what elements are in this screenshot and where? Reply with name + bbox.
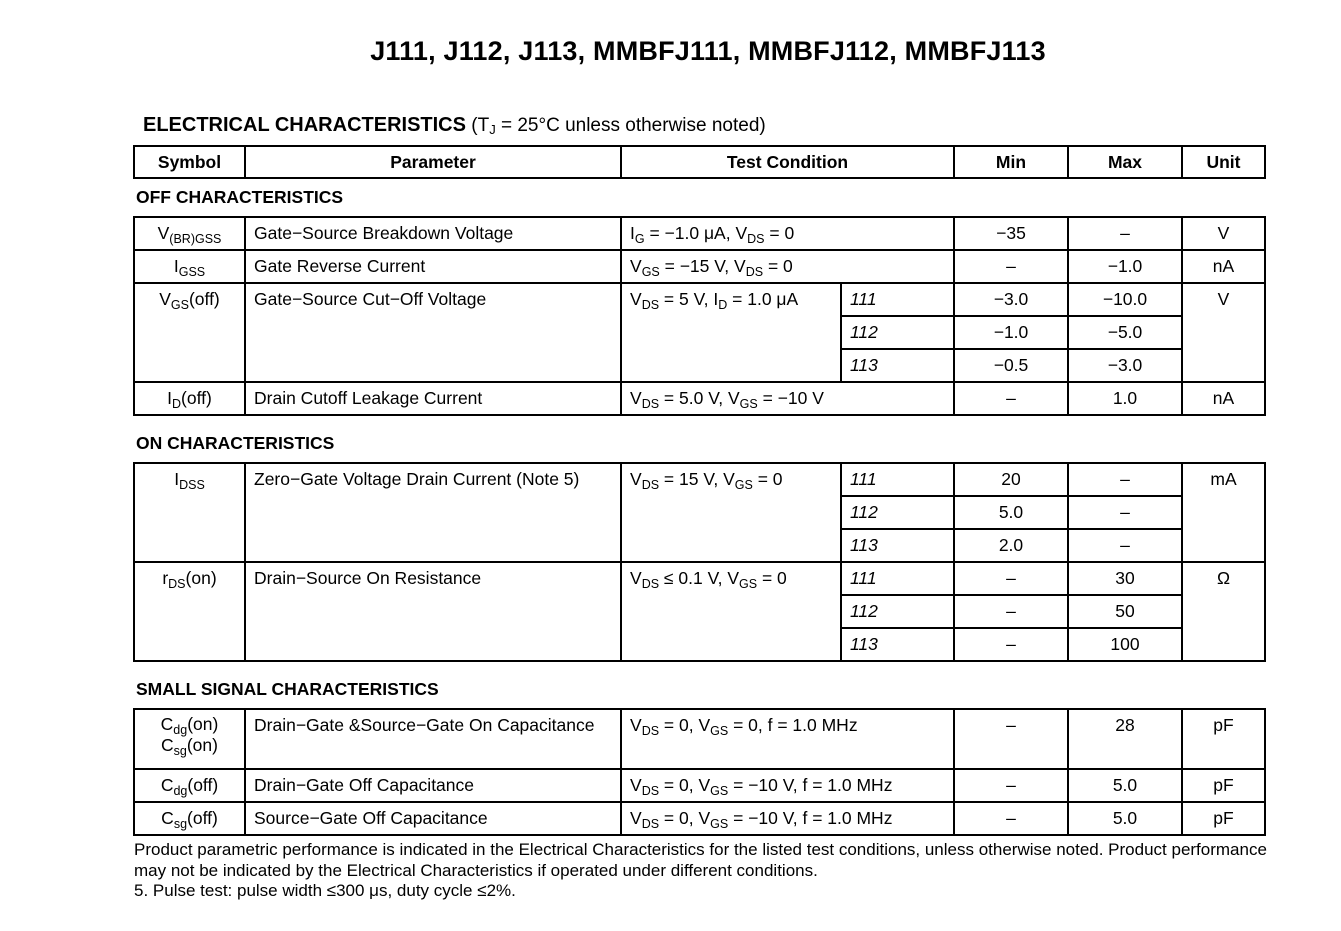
min-cell: – <box>954 802 1068 835</box>
min-cell: – <box>954 769 1068 802</box>
min-cell: – <box>954 562 1068 595</box>
unit-cell: mA <box>1182 463 1265 562</box>
footnotes <box>134 840 1274 902</box>
parameter-cell: Gate−Source Breakdown Voltage <box>245 217 621 250</box>
max-cell: 5.0 <box>1068 802 1182 835</box>
symbol-cell: $I_{GSS}$ <box>134 250 245 283</box>
condition-cell: $V_{DS} = 0$, $V_{GS} = -10$ V, f = 1.0 MHz <box>621 769 954 802</box>
condition-cell: $V_{DS} = 0$, $V_{GS} = -10$ V, f = 1.0 MHz <box>621 802 954 835</box>
small-signal-table <box>133 708 1266 836</box>
parameter-cell: Drain−Gate &Source−Gate On Capacitance <box>245 709 621 769</box>
device-cell: 112 <box>841 595 954 628</box>
condition-cell: $V_{DS} = 15$ V, $V_{GS} = 0$ <box>621 463 841 562</box>
header-table <box>133 145 1266 179</box>
max-cell: −1.0 <box>1068 250 1182 283</box>
device-cell: 113 <box>841 628 954 661</box>
device-cell: 111 <box>841 463 954 496</box>
parameter-cell: Zero−Gate Voltage Drain Current (Note 5) <box>245 463 621 562</box>
col-test-condition: Test Condition <box>621 146 954 178</box>
min-cell: – <box>954 595 1068 628</box>
col-max: Max <box>1068 146 1182 178</box>
parameter-cell: Drain Cutoff Leakage Current <box>245 382 621 415</box>
col-symbol: Symbol <box>134 146 245 178</box>
page-title: J111, J112, J113, MMBFJ111, MMBFJ112, MMBFJ113 <box>370 36 1046 66</box>
min-cell: 2.0 <box>954 529 1068 562</box>
unit-cell: V <box>1182 283 1265 382</box>
unit-cell: Ω <box>1182 562 1265 661</box>
symbol-cell: $C_{dg}(off)$ <box>134 769 245 802</box>
min-cell: – <box>954 382 1068 415</box>
max-cell: – <box>1068 217 1182 250</box>
footnote-pulse-test: 5. Pulse test: pulse width ≤300 μs, duty cycle ≤2%. <box>134 881 516 900</box>
max-cell: −3.0 <box>1068 349 1182 382</box>
section-heading: ELECTRICAL CHARACTERISTICS ($T_J = 25^\circ C$ unless otherwise noted) <box>143 114 766 137</box>
header-row <box>134 146 1265 178</box>
unit-cell: nA <box>1182 250 1265 283</box>
device-cell: 111 <box>841 562 954 595</box>
max-cell: 1.0 <box>1068 382 1182 415</box>
min-cell: 20 <box>954 463 1068 496</box>
max-cell: – <box>1068 463 1182 496</box>
parameter-cell: Source−Gate Off Capacitance <box>245 802 621 835</box>
unit-cell: pF <box>1182 802 1265 835</box>
symbol-cell: $r_{DS}(on)$ <box>134 562 245 661</box>
condition-cell: $V_{DS} = 5.0$ V, $V_{GS} = -10$ V <box>621 382 954 415</box>
min-cell: −0.5 <box>954 349 1068 382</box>
condition-cell: $V_{DS} \le 0.1$ V, $V_{GS} = 0$ <box>621 562 841 661</box>
condition-cell: $I_G = -1.0$ μA, $V_{DS} = 0$ <box>621 217 954 250</box>
symbol-cell: $I_D(off)$ <box>134 382 245 415</box>
condition-cell: $V_{DS} = 0$, $V_{GS} = 0$, f = 1.0 MHz <box>621 709 954 769</box>
condition-cell: $V_{GS} = -15$ V, $V_{DS} = 0$ <box>621 250 954 283</box>
max-cell: – <box>1068 529 1182 562</box>
max-cell: 50 <box>1068 595 1182 628</box>
small-signal-characteristics-heading: SMALL SIGNAL CHARACTERISTICS <box>136 679 439 699</box>
table-row <box>134 217 1265 250</box>
symbol-cell: $I_{DSS}$ <box>134 463 245 562</box>
min-cell: −3.0 <box>954 283 1068 316</box>
table-row <box>134 283 1265 316</box>
footnote-disclaimer: Product parametric performance is indicated in the Electrical Characteristics for the listed test conditions, unless otherwise noted. Product performance may not be indicated by the Electrical Characteristics if operated under different conditions. <box>134 840 1267 880</box>
max-cell: 30 <box>1068 562 1182 595</box>
min-cell: – <box>954 709 1068 769</box>
symbol-cell: $V_{GS}(off)$ <box>134 283 245 382</box>
min-cell: −1.0 <box>954 316 1068 349</box>
unit-cell: pF <box>1182 709 1265 769</box>
off-characteristics-heading: OFF CHARACTERISTICS <box>136 187 344 207</box>
col-parameter: Parameter <box>245 146 621 178</box>
table-row <box>134 463 1265 496</box>
parameter-cell: Gate−Source Cut−Off Voltage <box>245 283 621 382</box>
table-row <box>134 382 1265 415</box>
min-cell: – <box>954 628 1068 661</box>
max-cell: −5.0 <box>1068 316 1182 349</box>
device-cell: 112 <box>841 316 954 349</box>
table-row <box>134 709 1265 769</box>
symbol-cell: $C_{dg}(on)$ $C_{sg}(on)$ <box>134 709 245 769</box>
device-cell: 112 <box>841 496 954 529</box>
max-cell: 100 <box>1068 628 1182 661</box>
on-table <box>133 462 1266 662</box>
table-row <box>134 562 1265 595</box>
min-cell: 5.0 <box>954 496 1068 529</box>
device-cell: 111 <box>841 283 954 316</box>
condition-cell: $V_{DS} = 5$ V, $I_D = 1.0$ μA <box>621 283 841 382</box>
parameter-cell: Drain−Source On Resistance <box>245 562 621 661</box>
col-unit: Unit <box>1182 146 1265 178</box>
device-cell: 113 <box>841 529 954 562</box>
device-cell: 113 <box>841 349 954 382</box>
min-cell: – <box>954 250 1068 283</box>
parameter-cell: Drain−Gate Off Capacitance <box>245 769 621 802</box>
table-row <box>134 769 1265 802</box>
off-table <box>133 216 1266 416</box>
max-cell: 5.0 <box>1068 769 1182 802</box>
max-cell: 28 <box>1068 709 1182 769</box>
parameter-cell: Gate Reverse Current <box>245 250 621 283</box>
unit-cell: nA <box>1182 382 1265 415</box>
max-cell: – <box>1068 496 1182 529</box>
unit-cell: pF <box>1182 769 1265 802</box>
table-row <box>134 802 1265 835</box>
max-cell: −10.0 <box>1068 283 1182 316</box>
unit-cell: V <box>1182 217 1265 250</box>
symbol-cell: $C_{sg}(off)$ <box>134 802 245 835</box>
col-min: Min <box>954 146 1068 178</box>
symbol-cell: $V_{(BR)GSS}$ <box>134 217 245 250</box>
on-characteristics-heading: ON CHARACTERISTICS <box>136 433 335 453</box>
min-cell: −35 <box>954 217 1068 250</box>
table-row <box>134 250 1265 283</box>
